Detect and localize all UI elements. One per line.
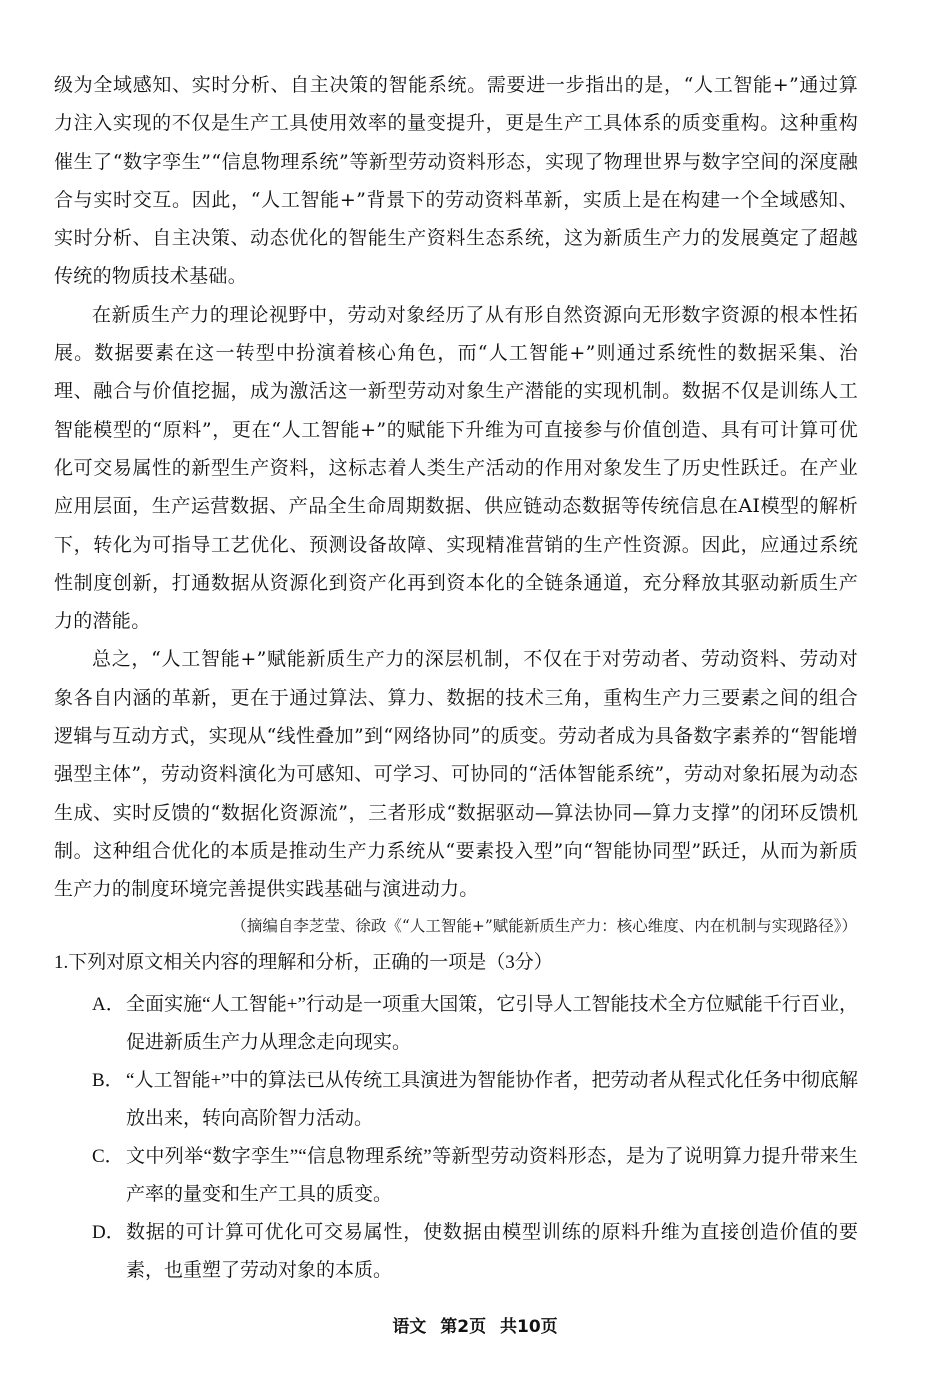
question-1 [54,944,858,1290]
article-paragraph: 在新质生产力的理论视野中，劳动对象经历了从有形自然资源向无形数字资源的根本性拓展。数据要素在这一转型中扮演着核心角色，而“人工智能+”则通过系统性的数据采集、治理、融合与价值挖掘，成为激活这一新型劳动对象生产潜能的实现机制。数据不仅是训练人工智能模型的“原料”，更在“人工智能+”的赋能下升维为可直接参与价值创造、具有可计算可优化可交易属性的新型生产资料，这标志着人类生产活动的作用对象发生了历史性跃迁。在产业应用层面，生产运营数据、产品全生命周期数据、供应链动态数据等传统信息在AI模型的解析下，转化为可指导工艺优化、预测设备故障、实现精准营销的生产性资源。因此，应通过系统性制度创新，打通数据从资源化到资产化再到资本化的全链条通道，充分释放其驱动新质生产力的潜能。 [54,303,858,633]
page-footer [0,1312,950,1337]
article-body [54,66,858,909]
option-letter: B． [92,1070,124,1091]
option-letter: A． [92,994,125,1015]
option-text: 全面实施“人工智能+”行动是一项重大国策，它引导人工智能技术全方位赋能千行百业，促进新质生产力从理念走向现实。 [126,994,858,1053]
footer-total-pages: 共10页 [500,1317,558,1337]
option-a [54,986,858,1062]
option-text: “人工智能+”中的算法已从传统工具演进为智能协作者，把劳动者从程式化任务中彻底解放出来，转向高阶智力活动。 [126,1070,858,1129]
footer-subject: 语文 [392,1317,427,1337]
option-letter: C． [92,1146,124,1167]
article-paragraph: 总之，“人工智能+”赋能新质生产力的深层机制，不仅在于对劳动者、劳动资料、劳动对象各自内涵的革新，更在于通过算法、算力、数据的技术三角，重构生产力三要素之间的组合逻辑与互动方式，实现从“线性叠加”到“网络协同”的质变。劳动者成为具备数字素养的“智能增强型主体”，劳动资料演化为可感知、可学习、可协同的“活体智能系统”，劳动对象拓展为动态生成、实时反馈的“数据化资源流”，三者形成“数据驱动—算法协同—算力支撑”的闭环反馈机制。这种组合优化的本质是推动生产力系统从“要素投入型”向“智能协同型”跃迁，从而为新质生产力的制度环境完善提供实践基础与演进动力。 [54,648,858,901]
article-source-citation: （摘编自李芝莹、徐政《“人工智能+”赋能新质生产力：核心维度、内在机制与实现路径》） [231,917,857,935]
footer-page-number: 第2页 [440,1317,487,1337]
option-letter: D． [92,1222,125,1243]
option-c [54,1138,858,1214]
option-b [54,1062,858,1138]
option-text: 数据的可计算可优化可交易属性，使数据由模型训练的原料升维为直接创造价值的要素，也重塑了劳动对象的本质。 [126,1222,858,1281]
article-paragraph: 级为全域感知、实时分析、自主决策的智能系统。需要进一步指出的是，“人工智能+”通过算力注入实现的不仅是生产工具使用效率的量变提升，更是生产工具体系的质变重构。这种重构催生了“数字孪生”“信息物理系统”等新型劳动资料形态，实现了物理世界与数字空间的深度融合与实时交互。因此，“人工智能+”背景下的劳动资料革新，实质上是在构建一个全域感知、实时分析、自主决策、动态优化的智能生产资料生态系统，这为新质生产力的发展奠定了超越传统的物质技术基础。 [54,74,858,288]
question-stem: 1.下列对原文相关内容的理解和分析，正确的一项是（3分） [54,952,553,973]
option-d [54,1214,858,1290]
option-text: 文中列举“数字孪生”“信息物理系统”等新型劳动资料形态，是为了说明算力提升带来生产率的量变和生产工具的质变。 [126,1146,858,1205]
